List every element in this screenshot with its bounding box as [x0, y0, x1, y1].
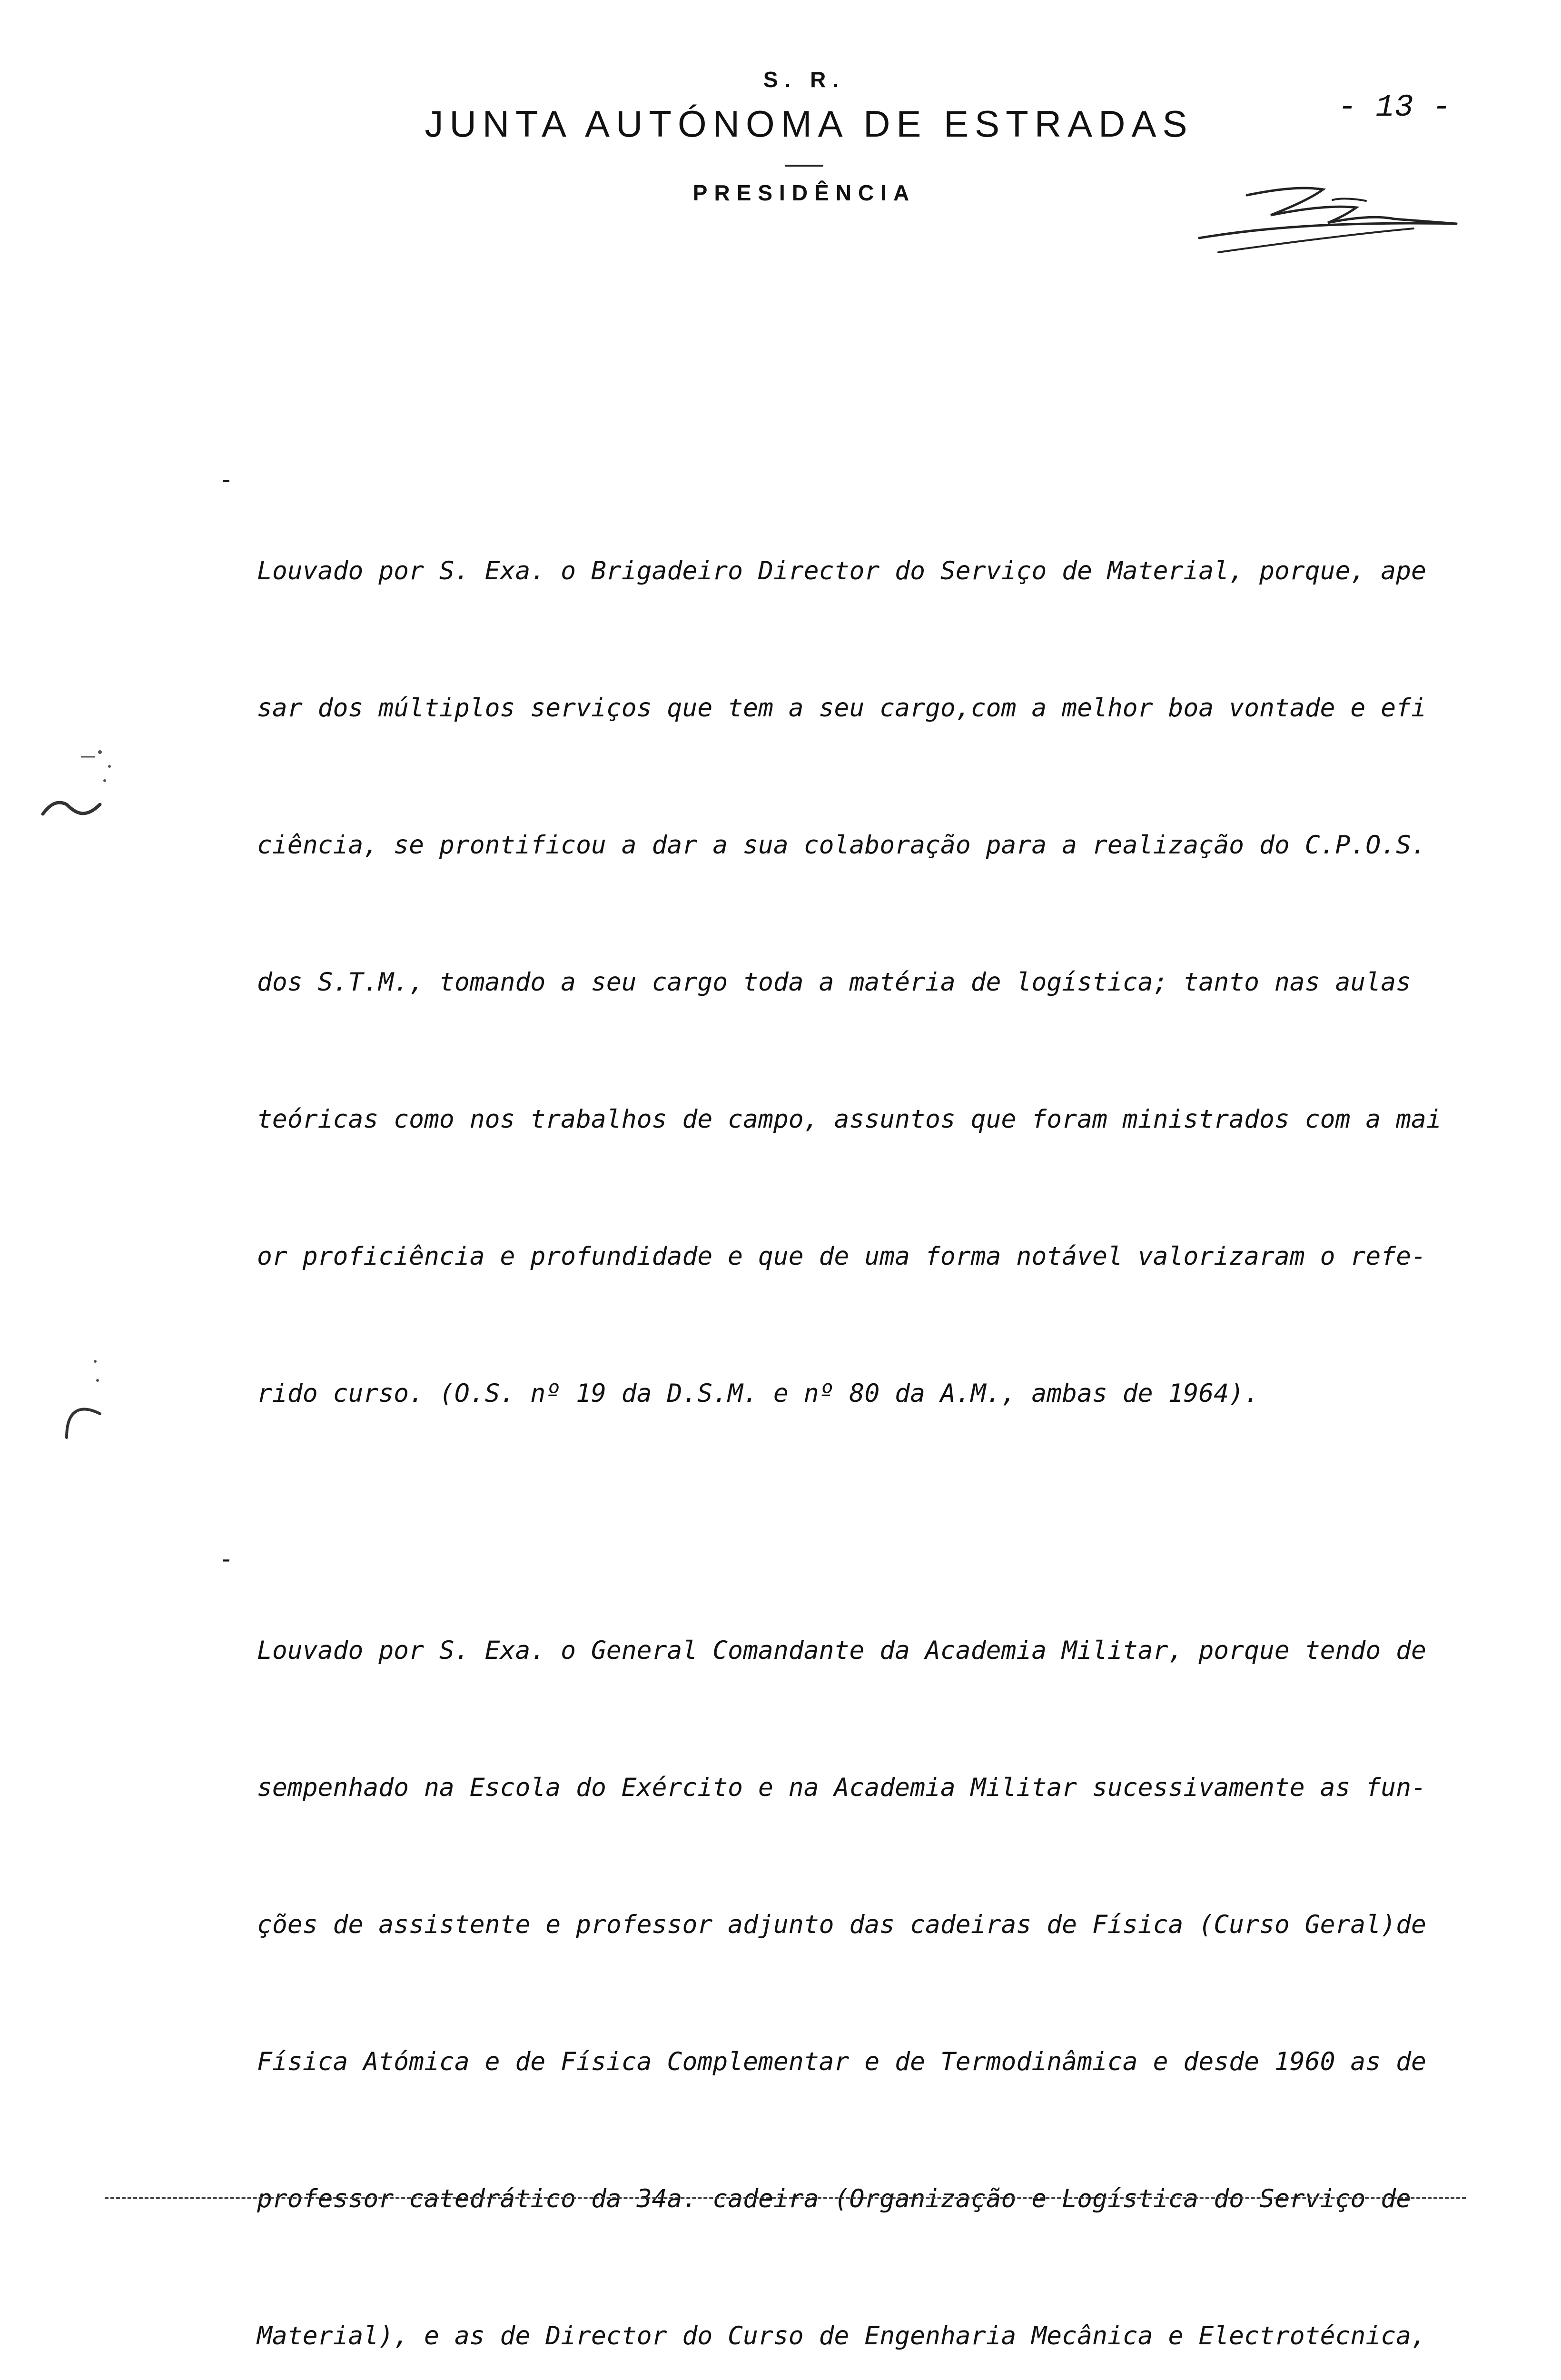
text-line: or proficiência e profundidade e que de uma forma notável valorizaram o refe-: [257, 1242, 1426, 1271]
text-line: professor catedrático da 34a. cadeira (Organização e Logística do Serviço de: [257, 2184, 1412, 2213]
margin-mark-icon: [57, 1352, 124, 1447]
text-line: Louvado por S. Exa. o Brigadeiro Director do Serviço de Material, porque, ape: [257, 556, 1426, 585]
margin-mark-icon: [29, 743, 124, 852]
text-line: ções de assistente e professor adjunto das cadeiras de Física (Curso Geral)de: [257, 1910, 1426, 1939]
text-line: dos S.T.M., tomando a seu cargo toda a matéria de logística; tanto nas aulas: [257, 968, 1412, 997]
entry-dash: -: [219, 1545, 234, 1574]
text-line: Louvado por S. Exa. o General Comandante da Academia Militar, porque tendo de: [257, 1636, 1426, 1665]
header-rule: [785, 165, 823, 167]
text-line: ciência, se prontificou a dar a sua colaboração para a realização do C.P.O.S.: [257, 831, 1426, 860]
text-line: teóricas como nos trabalhos de campo, assuntos que foram ministrados com a mai: [257, 1105, 1442, 1134]
text-line: rido curso. (O.S. nº 19 da D.S.M. e nº 80 da A.M., ambas de 1964).: [257, 1379, 1259, 1408]
bottom-rule: [105, 2197, 1466, 2201]
signature-icon: [1190, 171, 1494, 267]
text-line: Física Atómica e de Física Complementar e de Termodinâmica e desde 1960 as de: [257, 2047, 1426, 2076]
page-number: - 13 -: [1338, 89, 1451, 125]
text-line: Material), e as de Director do Curso de Engenharia Mecânica e Electrotécnica,: [257, 2321, 1426, 2350]
text-line: sar dos múltiplos serviços que tem a seu cargo,com a melhor boa vontade e efi: [257, 694, 1426, 723]
header-sr: S. R.: [763, 67, 846, 92]
text-line: sempenhado na Escola do Exército e na Academia Militar sucessivamente as fun-: [257, 1773, 1426, 1802]
office-name: PRESIDÊNCIA: [692, 180, 916, 205]
commendation-entry: [219, 457, 1475, 1508]
commendation-entry: [219, 1537, 1475, 2380]
organization-name: JUNTA AUTÓNOMA DE ESTRADAS: [425, 103, 1194, 145]
document-body: [219, 457, 1475, 2380]
entry-dash: -: [219, 465, 234, 494]
